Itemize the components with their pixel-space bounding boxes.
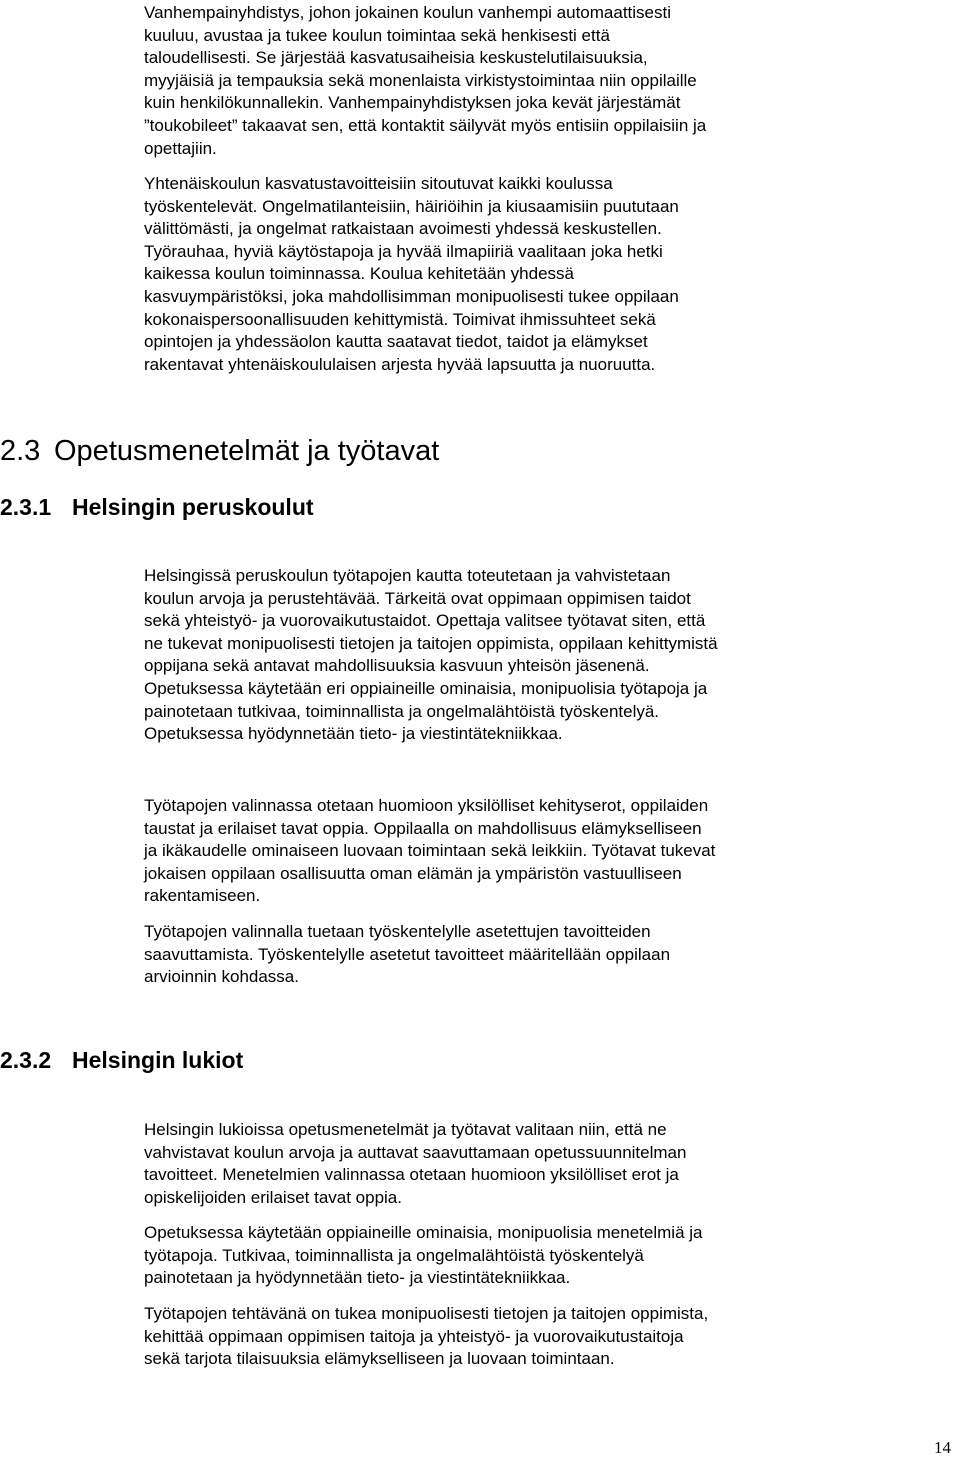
section-title: Helsingin peruskoulut xyxy=(72,494,314,520)
paragraph-work-goals: Työtapojen valinnalla tuetaan työskentelylle asetettujen tavoitteiden saavuttamista. Työskentelylle asetetut tavoitteet määritellään oppilaan arvioinnin kohdassa. xyxy=(144,922,671,987)
paragraph-comprehensive-methods: Helsingissä peruskoulun työtapojen kautta toteutetaan ja vahvistetaan koulun arvoja ja perustehtävää. Tärkeitä ovat oppimaan oppimisen taidot sekä yhteistyö- ja vuorovaikutustaidot. Opettaja valitsee työtavat siten, että ne tukevat monipuolisesti tietojen ja taitojen oppimista, oppilaan kehittymistä oppijana sekä antavat mahdollisuuksia kasvuun yhteisön jäsenenä. Opetuksessa käytetään eri oppiaineille ominaisia, monipuolisia työtapoja ja painotetaan tutkivaa, toiminnallista ja ongelmalähtöistä työskentelyä. Opetuksessa hyödynnetään tieto- ja viestintätekniikkaa. xyxy=(144,566,718,744)
paragraph-upper-secondary-methods: Helsingin lukioissa opetusmenetelmät ja työtavat valitaan niin, että ne vahvistavat koulun arvoja ja auttavat saavuttamaan opetussuunnitelman tavoitteet. Menetelmien valinnassa otetaan huomioon yksilölliset erot ja opiskelijoiden erilaiset tavat oppia. xyxy=(144,1120,687,1207)
section-title: Helsingin lukiot xyxy=(72,1047,244,1073)
section-heading-2-3 xyxy=(0,435,439,468)
paragraph-subject-methods: Opetuksessa käytetään oppiaineille ominaisia, monipuolisia menetelmiä ja työtapoja. Tutkivaa, toiminnallista ja ongelmalähtöistä työskentelyä painotetaan ja hyödynnetään tieto- ja viestintätekniikkaa. xyxy=(144,1223,703,1288)
section-number: 2.3 xyxy=(0,435,41,467)
paragraph-individual-differences: Työtapojen valinnassa otetaan huomioon yksilölliset kehityserot, oppilaiden taustat ja erilaiset tavat oppia. Oppilaalla on mahdollisuus elämykselliseen ja ikäkaudelle ominaiseen luovaan toimintaan sekä leikkiin. Työtavat tukevat jokaisen oppilaan osallisuutta oman elämän ja ympäristön vastuulliseen rakentamiseen. xyxy=(144,796,716,906)
page-number: 14 xyxy=(934,1438,951,1457)
paragraph-work-purpose: Työtapojen tehtävänä on tukea monipuolisesti tietojen ja taitojen oppimista, kehittää oppimaan oppimisen taitoja ja yhteistyö- ja vuorovaikutustaitoja sekä tarjota tilaisuuksia elämykselliseen ja luovaan toimintaan. xyxy=(144,1304,709,1369)
section-title: Opetusmenetelmät ja työtavat xyxy=(54,435,440,467)
paragraph-parents-association: Vanhempainyhdistys, johon jokainen koulun vanhempi automaattisesti kuuluu, avustaa ja tukee koulun toimintaa sekä henkisesti että taloudellisesti. Se järjestää kasvatusaiheisia keskustelutilaisuuksia, myyjäisiä ja tempauksia sekä monenlaista virkistystoimintaa niin oppilaille kuin henkilökunnallekin. Vanhempainyhdistyksen joka kevät järjestämät ”toukobileet” takaavat sen, että kontaktit säilyvät myös entisiin oppilaisiin ja opettajiin. xyxy=(144,3,707,158)
section-number: 2.3.2 xyxy=(0,1047,52,1073)
section-heading-2-3-1 xyxy=(0,494,314,521)
paragraph-upbringing-goals: Yhtenäiskoulun kasvatustavoitteisiin sitoutuvat kaikki koulussa työskentelevät. Ongelmatilanteisiin, häiriöihin ja kiusaamisiin puututaan välittömästi, ja ongelmat ratkaistaan avoimesti yhdessä keskustellen. Työrauhaa, hyviä käytöstapoja ja hyvää ilmapiiriä vaalitaan joka hetki kaikessa koulun toiminnassa. Koulua kehitetään yhdessä kasvuympäristöksi, joka mahdollisimman monipuolisesti tukee oppilaan kokonaispersoonallisuuden kehittymistä. Toimivat ihmissuhteet sekä opintojen ja yhdessäolon kautta saatavat tiedot, taidot ja elämykset rakentavat yhtenäiskoululaisen arjesta hyvää lapsuutta ja nuoruutta. xyxy=(144,174,679,374)
section-heading-2-3-2 xyxy=(0,1047,243,1074)
section-number: 2.3.1 xyxy=(0,494,52,520)
